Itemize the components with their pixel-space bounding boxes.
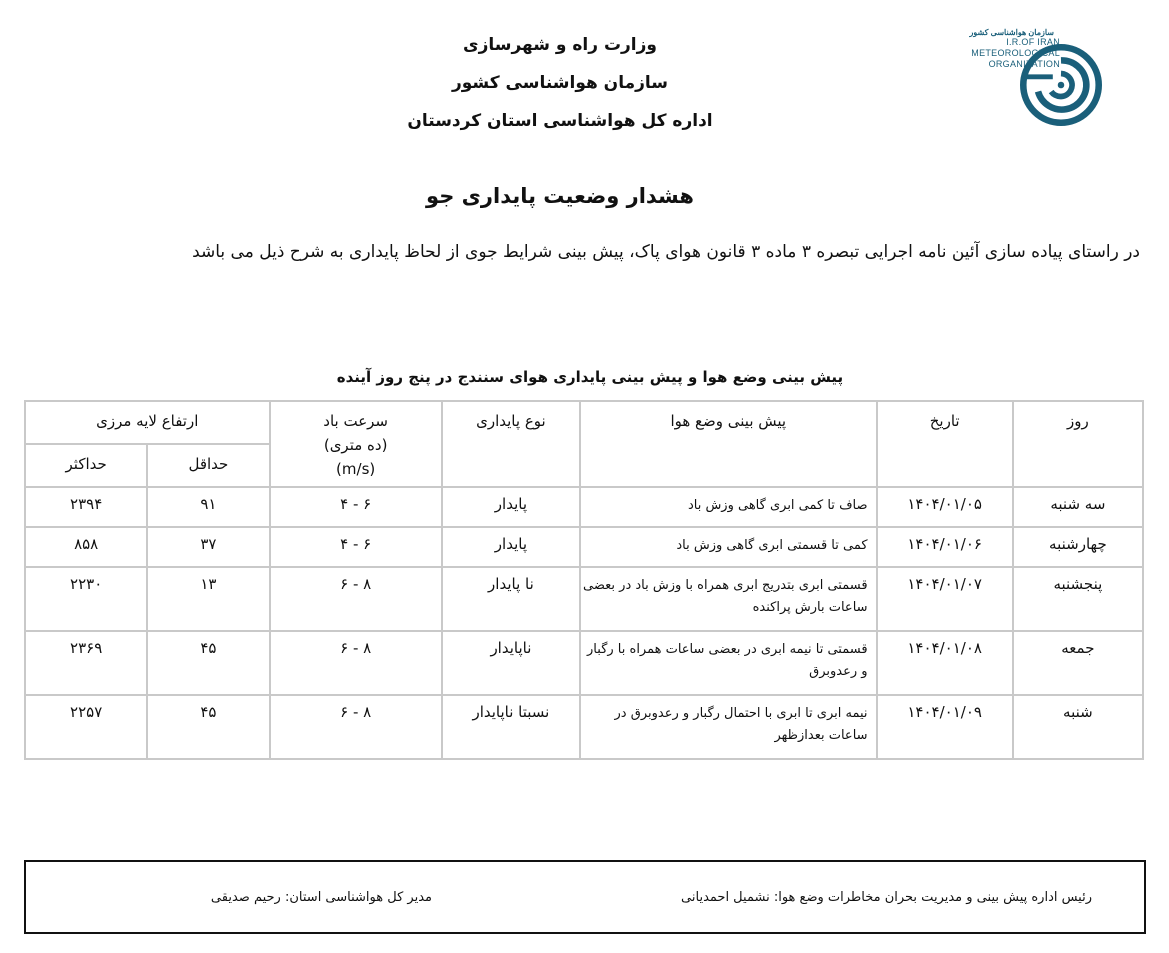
forecast-head-name: نشمیل احمدیانی [681, 890, 770, 905]
organization-logo [950, 22, 1120, 150]
signature-box [24, 860, 1146, 934]
logo-en-line-3: ORGANIZATION [988, 59, 1060, 69]
header-boundary-layer: ارتفاع لایه مرزی [25, 401, 270, 444]
header-wind-line-3: (m/s) [336, 460, 376, 478]
director-label: مدیر کل هواشناسی استان: [284, 890, 432, 905]
header-wind-line-1: سرعت باد [323, 412, 388, 430]
logo-fa-text: سازمان هواشناسی کشور [969, 28, 1054, 37]
cell-weather: نیمه ابری تا ابری با احتمال رگبار و رعدوبرق در ساعات بعدازظهر [580, 695, 877, 759]
cell-date: ۱۴۰۴/۰۱/۰۹ [877, 695, 1013, 759]
cell-max: ۸۵۸ [25, 527, 147, 567]
cell-weather: قسمتی ابری بتدریج ابری همراه با وزش باد در بعضی ساعات بارش پراکنده [580, 567, 877, 631]
cell-day: شنبه [1013, 695, 1143, 759]
cell-max: ۲۳۹۴ [25, 487, 147, 527]
cell-wind: ۸ - ۶ [270, 567, 442, 631]
header-stability: نوع پایداری [442, 401, 580, 487]
cell-min: ۴۵ [147, 695, 269, 759]
cell-weather: قسمتی تا نیمه ابری در بعضی ساعات همراه با رگبار و رعدوبرق [580, 631, 877, 695]
header-max: حداکثر [25, 444, 147, 487]
cell-date: ۱۴۰۴/۰۱/۰۷ [877, 567, 1013, 631]
cell-min: ۱۳ [147, 567, 269, 631]
header-day: روز [1013, 401, 1143, 487]
cell-day: چهارشنبه [1013, 527, 1143, 567]
table-row [25, 695, 1143, 759]
cell-max: ۲۲۵۷ [25, 695, 147, 759]
cell-stability: نسبتا ناپایدار [442, 695, 580, 759]
forecast-table [24, 400, 1144, 760]
director-signature [211, 890, 432, 905]
cell-weather: کمی تا قسمتی ابری گاهی وزش باد [580, 527, 877, 567]
cell-wind: ۶ - ۴ [270, 487, 442, 527]
director-name: رحیم صدیقی [210, 890, 281, 905]
cell-date: ۱۴۰۴/۰۱/۰۵ [877, 487, 1013, 527]
table-caption: پیش بینی وضع هوا و پیش بینی پایداری هوای سنندج در پنج روز آینده [336, 368, 844, 386]
cell-wind: ۶ - ۴ [270, 527, 442, 567]
logo-en-line-1: I.R.OF IRAN [1006, 37, 1060, 47]
cell-max: ۲۲۳۰ [25, 567, 147, 631]
table-row [25, 631, 1143, 695]
cell-day: پنجشنبه [1013, 567, 1143, 631]
letterhead [300, 26, 820, 140]
table-row [25, 487, 1143, 527]
table-row [25, 567, 1143, 631]
cell-max: ۲۳۶۹ [25, 631, 147, 695]
ministry-name: وزارت راه و شهرسازی [462, 35, 657, 55]
meteorology-emblem-icon [1020, 44, 1102, 126]
department-name: اداره کل هواشناسی استان کردستان [407, 111, 713, 131]
organization-name: سازمان هواشناسی کشور [451, 73, 668, 93]
forecast-head-signature [681, 890, 1092, 905]
cell-wind: ۸ - ۶ [270, 631, 442, 695]
cell-day: سه شنبه [1013, 487, 1143, 527]
cell-date: ۱۴۰۴/۰۱/۰۶ [877, 527, 1013, 567]
header-min: حداقل [147, 444, 269, 487]
header-date: تاریخ [877, 401, 1013, 487]
forecast-head-label: رئیس اداره پیش بینی و مدیریت بحران مخاطرات وضع هوا: [773, 890, 1092, 905]
cell-stability: ناپایدار [442, 631, 580, 695]
cell-stability: پایدار [442, 487, 580, 527]
cell-stability: پایدار [442, 527, 580, 567]
header-wind [270, 401, 442, 487]
cell-weather: صاف تا کمی ابری گاهی وزش باد [580, 487, 877, 527]
table-row [25, 527, 1143, 567]
logo-en-line-2: METEOROLOGICAL [971, 48, 1060, 58]
cell-min: ۹۱ [147, 487, 269, 527]
cell-min: ۴۵ [147, 631, 269, 695]
intro-paragraph: در راستای پیاده سازی آئین نامه اجرایی تبصره ۳ ماده ۳ قانون هوای پاک، پیش بینی شرایط جوی از لحاظ پایداری به شرح ذیل می باشد [192, 242, 1140, 262]
header-weather: پیش بینی وضع هوا [580, 401, 877, 487]
document-title: هشدار وضعیت پایداری جو [426, 184, 694, 208]
cell-day: جمعه [1013, 631, 1143, 695]
cell-wind: ۸ - ۶ [270, 695, 442, 759]
cell-min: ۳۷ [147, 527, 269, 567]
cell-date: ۱۴۰۴/۰۱/۰۸ [877, 631, 1013, 695]
cell-stability: نا پایدار [442, 567, 580, 631]
header-wind-line-2: (ده متری) [323, 436, 388, 454]
